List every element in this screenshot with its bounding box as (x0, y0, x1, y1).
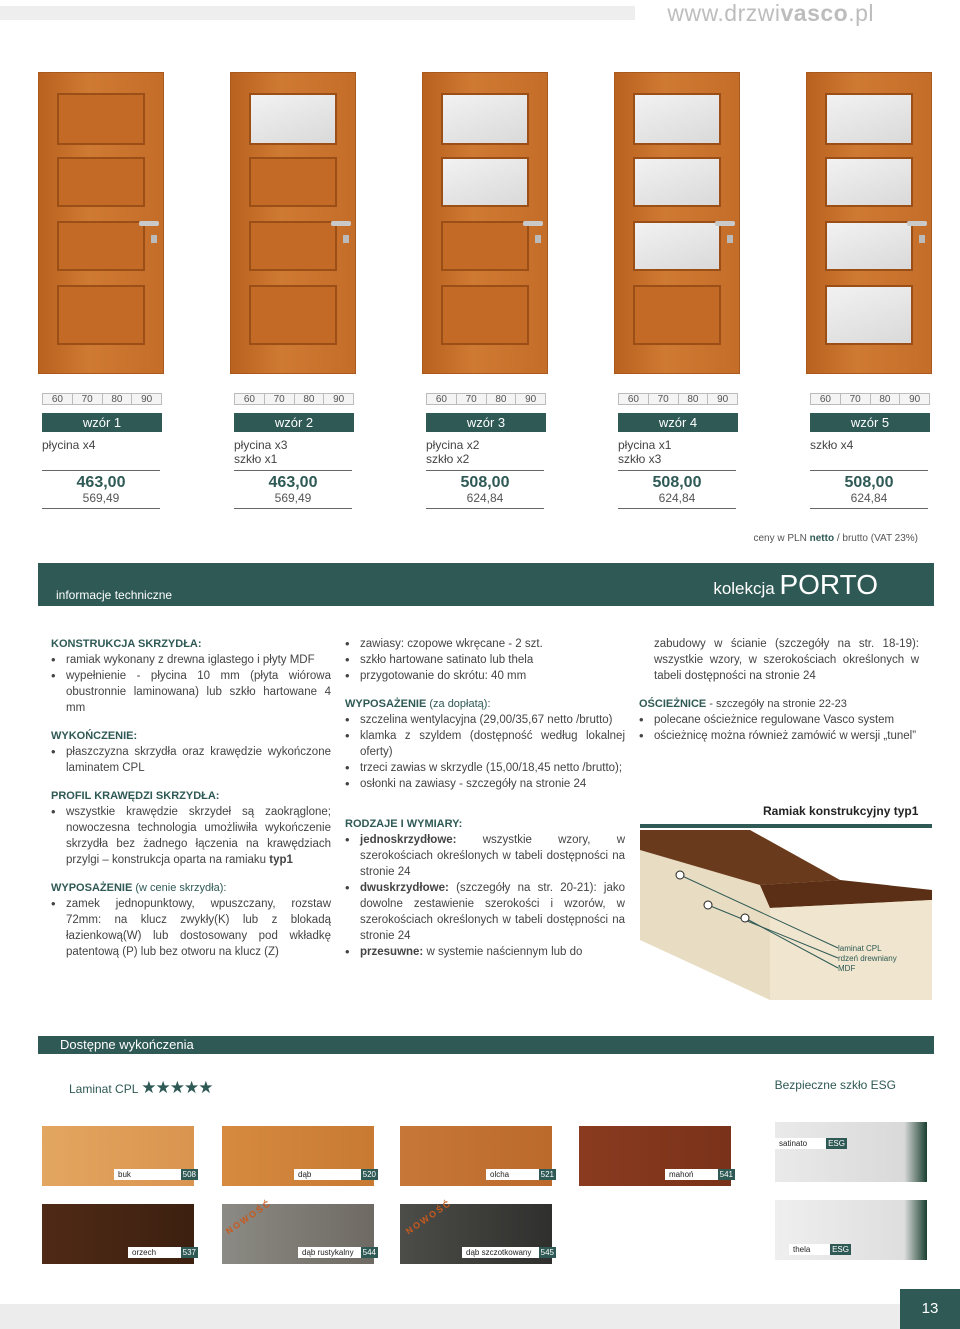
glass-label: Bezpieczne szkło ESG (774, 1078, 896, 1092)
ramiak-title: Ramiak konstrukcyjny typ1 (763, 804, 919, 818)
swatch-mahon[interactable]: mahoń 541 (579, 1126, 731, 1186)
door-wzor-5 (806, 72, 932, 374)
swatch-buk[interactable]: buk 508 (42, 1126, 194, 1186)
tech-col-2: • zawiasy: czopowe wkręcane - 2 szt. • szkło hartowane satinato lub thela • przygotowanie do skrótu: 40 mm WYPOSAŻENIE (za dopłatą): • szczelina wentylacyjna (29,00/35,67 netto /brutto) • klamka z szyldem (dostępność według lokalnej oferty) • trzeci zawias w skrzydle (15,00/18,45 netto /brutto); • osłonki na zawiasy - szczegóły na stronie 24 RODZAJE I WYMIARY: • jednoskrzydłowe: wszystkie wzory, w szerokościach określonych w tabeli dostępności na stronie 24 • dwuskrzydłowe: (szczegóły na str. 20-21): jako dowolne zestawienie szerokości i wzorów, w szerokościach określonych w tabeli dostępności na stronie 24 • przesuwne: w systemie naściennym lub do (345, 636, 625, 960)
door-wzor-3 (422, 72, 548, 374)
price-box: 508,00 624,84 (618, 470, 736, 509)
swatch-dab-szczotkowany[interactable]: dąb szczotkowany 545 (400, 1204, 552, 1264)
variant-title: wzór 2 (234, 413, 354, 432)
variant-4[interactable] (618, 393, 738, 468)
tech-col-3: zabudowy w ścianie (szczegóły na str. 18-19): wszystkie wzory, w szerokościach określonych w tabeli dostępności na stronie 24 OŚCIEŻNICE - szczegóły na stronie 22-23 • polecane ościeżnice regulowane Vasco system • ościeżnicę można również zamówić w wersji „tunel” (639, 636, 919, 744)
new-badge: NOWOŚĆ (223, 1197, 274, 1237)
lock-icon (343, 235, 349, 243)
lock-icon (727, 235, 733, 243)
page-number: 13 (900, 1289, 960, 1329)
vat-note: ceny w PLN netto / brutto (VAT 23%) (753, 533, 918, 544)
swatch-olcha[interactable]: olcha 521 (400, 1126, 552, 1186)
finishes-header: Dostępne wykończenia (38, 1036, 934, 1054)
size-selector[interactable]: 60 70 80 90 (42, 393, 162, 405)
swatch-thela[interactable]: thela ESG (775, 1200, 927, 1260)
variant-1[interactable] (42, 393, 162, 468)
variant-title: wzór 3 (426, 413, 546, 432)
size-selector[interactable]: 60 70 80 90 (426, 393, 546, 405)
variant-3[interactable] (426, 393, 546, 468)
section-header: informacje techniczne kolekcja PORTO (38, 563, 934, 606)
price-box: 508,00 624,84 (810, 470, 928, 509)
door-wzor-2 (230, 72, 356, 374)
top-bar (0, 6, 635, 20)
ramiak-profile-illustration (640, 830, 932, 1000)
variant-2[interactable] (234, 393, 354, 468)
variant-desc: płycina x4 (42, 438, 96, 452)
divider (640, 824, 932, 828)
variant-desc: szkło x4 (810, 438, 854, 452)
swatch-satinato[interactable]: satinato ESG (775, 1122, 927, 1182)
variant-desc: płycina x2 szkło x2 (426, 438, 480, 466)
collection-title: kolekcja PORTO (713, 569, 878, 600)
price-box: 508,00 624,84 (426, 470, 544, 509)
variant-title: wzór 1 (42, 413, 162, 432)
swatch-orzech[interactable]: orzech 537 (42, 1204, 194, 1264)
size-selector[interactable]: 60 70 80 90 (810, 393, 930, 405)
price-box: 463,00 569,49 (42, 470, 160, 509)
door-wzor-4 (614, 72, 740, 374)
variant-5[interactable] (810, 393, 930, 468)
lock-icon (919, 235, 925, 243)
handle-icon (907, 221, 927, 226)
handle-icon (523, 221, 543, 226)
size-selector[interactable]: 60 70 80 90 (234, 393, 354, 405)
ramiak-labels: laminat CPL rdzeń drewniany MDF (838, 944, 897, 973)
handle-icon (139, 221, 159, 226)
laminat-label: Laminat CPL ★★★★★ (69, 1078, 213, 1097)
star-icon: ★★★★★ (141, 1078, 213, 1097)
new-badge: NOWOŚĆ (403, 1197, 454, 1237)
swatch-dab-rustykalny[interactable]: dąb rustykalny 544 (222, 1204, 374, 1264)
footer-bar (0, 1304, 900, 1329)
handle-icon (331, 221, 351, 226)
variant-title: wzór 4 (618, 413, 738, 432)
size-selector[interactable]: 60 70 80 90 (618, 393, 738, 405)
door-wzor-1 (38, 72, 164, 374)
lock-icon (151, 235, 157, 243)
variant-title: wzór 5 (810, 413, 930, 432)
swatch-dab[interactable]: dąb 520 (222, 1126, 374, 1186)
handle-icon (715, 221, 735, 226)
price-box: 463,00 569,49 (234, 470, 352, 509)
lock-icon (535, 235, 541, 243)
site-url[interactable]: www.drzwivasco.pl (667, 0, 874, 26)
variant-desc: płycina x3 szkło x1 (234, 438, 288, 466)
variant-desc: płycina x1 szkło x3 (618, 438, 672, 466)
tech-col-1: KONSTRUKCJA SKRZYDŁA: • ramiak wykonany z drewna iglastego i płyty MDF • wypełnienie - płycina 10 mm (płyta wiórowa obustronnie laminowana) lub szkło hartowane 4 mm WYKOŃCZENIE: • płaszczyzna skrzydła oraz krawędzie wykończone laminatem CPL PROFIL KRAWĘDZI SKRZYDŁA: • wszystkie krawędzie skrzydeł są zaokrąglone; nowoczesna technologia umożliwiła wykończenie skrzydła bez żadnego łączenia na krawędziach przylgi – konstrukcja oparta na ramiaku typ1 WYPOSAŻENIE (w cenie skrzydła): • zamek jednopunktowy, wpuszczany, rozstaw 72mm: na klucz zwykły(K) lub z blokadą łazienkową(W) lub dostosowany pod wkładkę patentową (P) lub bez otworu na klucz (Z) (51, 636, 331, 960)
